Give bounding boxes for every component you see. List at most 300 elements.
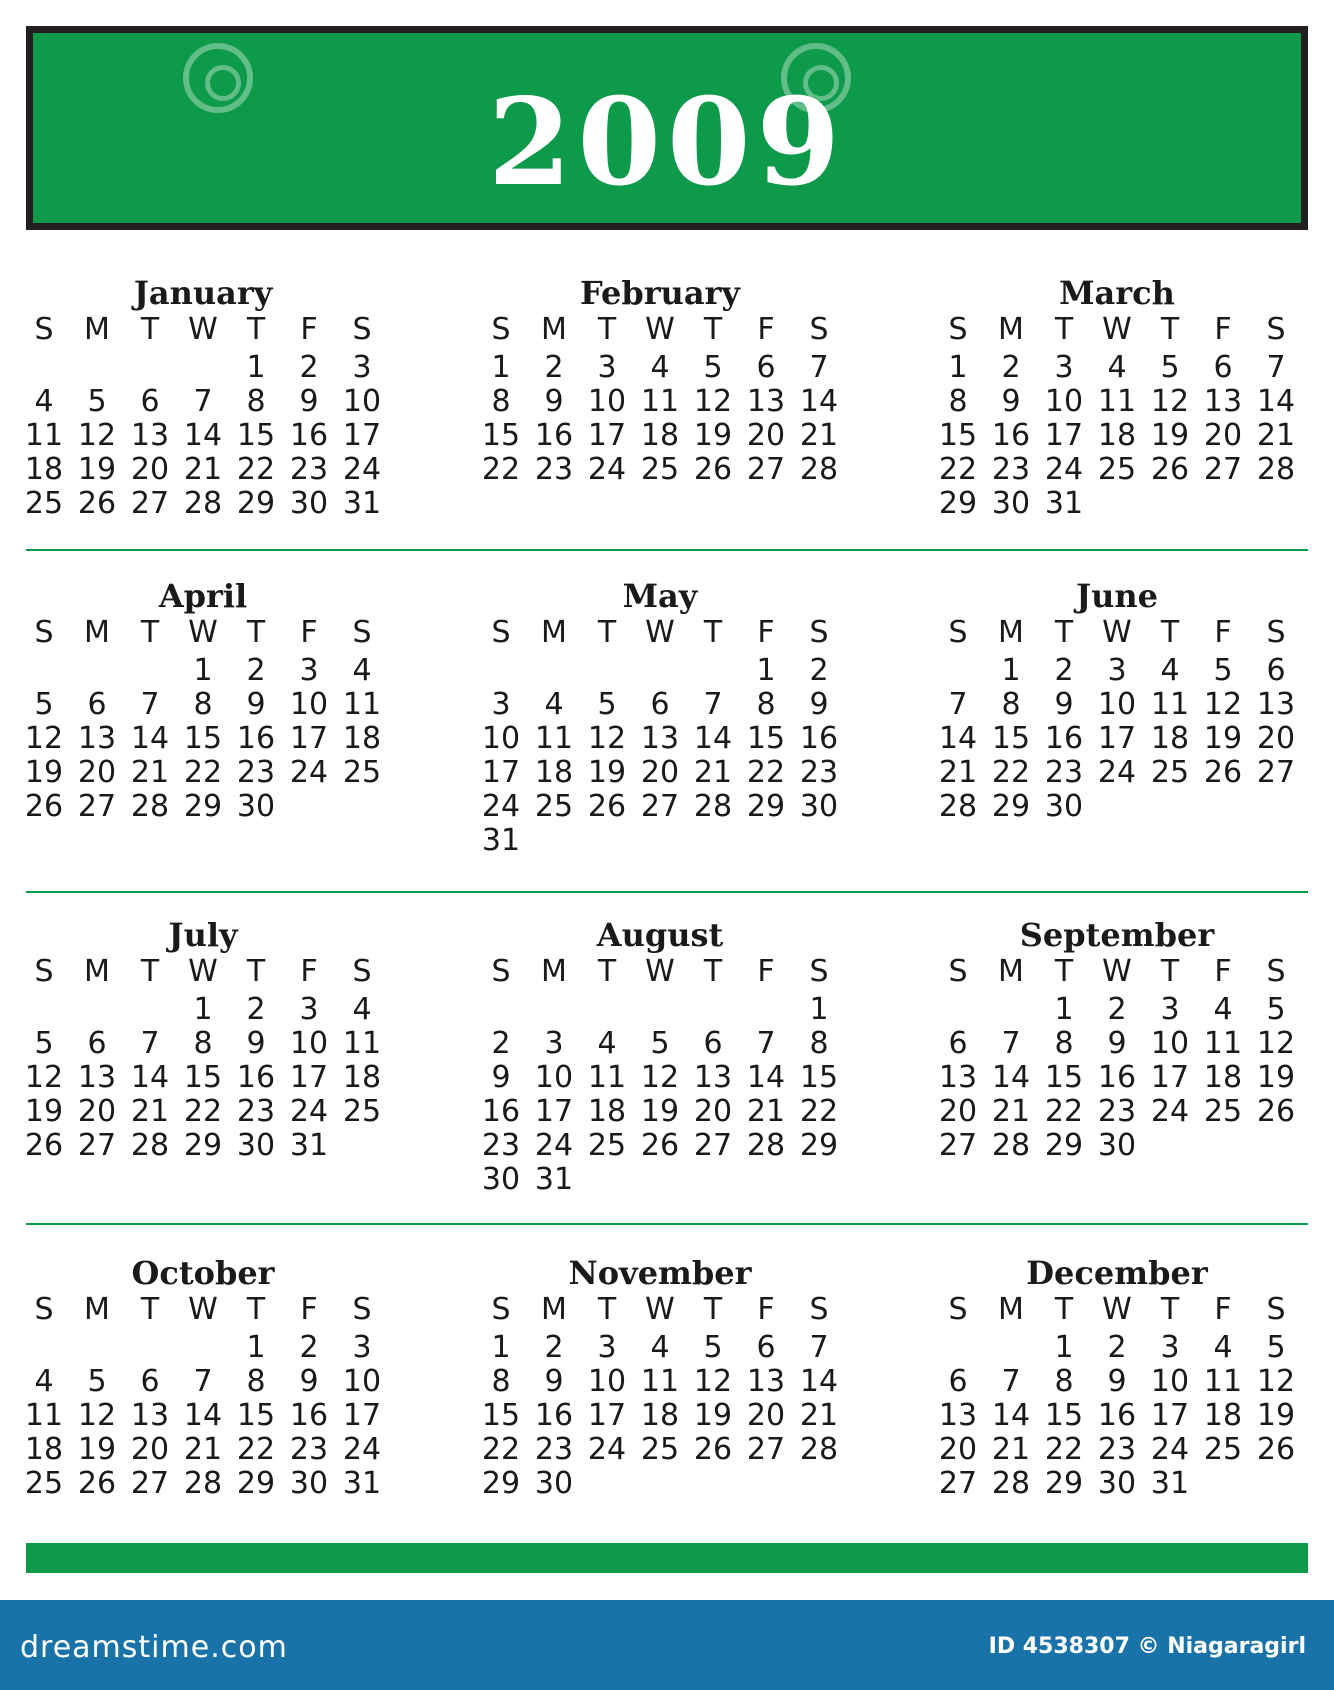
day-cell: 21 (1256, 418, 1296, 453)
day-cell: 25 (1203, 1094, 1243, 1129)
day-cell: 27 (1256, 755, 1296, 790)
day-cell: 22 (183, 1094, 223, 1129)
month-title: September (1019, 916, 1215, 954)
day-cell: 31 (534, 1162, 574, 1197)
day-cell: 9 (1001, 384, 1021, 419)
weekday-label: F (1214, 954, 1232, 989)
day-cell: 26 (640, 1128, 680, 1163)
day-cell: 26 (693, 452, 733, 487)
day-cell: 30 (236, 1128, 276, 1163)
day-cell: 5 (703, 1330, 723, 1365)
day-cell: 5 (1266, 992, 1286, 1027)
weekday-label: S (352, 615, 372, 650)
day-cell: 2 (491, 1026, 511, 1061)
weekday-label: M (541, 1292, 567, 1327)
day-cell: 6 (140, 384, 160, 419)
day-cell: 15 (236, 418, 276, 453)
day-cell: 19 (587, 755, 627, 790)
day-cell: 20 (77, 1094, 117, 1129)
day-cell: 2 (1107, 992, 1127, 1027)
weekday-label: T (246, 615, 266, 650)
day-cell: 6 (703, 1026, 723, 1061)
day-cell: 11 (1150, 687, 1190, 722)
day-cell: 1 (1054, 992, 1074, 1027)
day-cell: 1 (193, 653, 213, 688)
day-cell: 15 (1044, 1398, 1084, 1433)
day-cell: 4 (544, 687, 564, 722)
day-cell: 31 (1150, 1466, 1190, 1501)
day-cell: 4 (1213, 992, 1233, 1027)
day-cell: 7 (809, 350, 829, 385)
weekday-label: T (703, 615, 723, 650)
weekday-label: M (998, 954, 1024, 989)
day-cell: 8 (809, 1026, 829, 1061)
weekday-label: T (246, 312, 266, 347)
day-cell: 28 (991, 1466, 1031, 1501)
day-cell: 5 (87, 1364, 107, 1399)
day-cell: 15 (481, 1398, 521, 1433)
day-cell: 7 (1001, 1026, 1021, 1061)
day-cell: 19 (1150, 418, 1190, 453)
day-cell: 19 (1256, 1060, 1296, 1095)
weekday-label: W (188, 954, 218, 989)
weekday-label: F (300, 1292, 318, 1327)
day-cell: 18 (1203, 1398, 1243, 1433)
day-cell: 10 (1044, 384, 1084, 419)
day-cell: 16 (236, 721, 276, 756)
day-cell: 22 (938, 452, 978, 487)
day-cell: 11 (640, 1364, 680, 1399)
day-cell: 11 (534, 721, 574, 756)
day-cell: 27 (77, 789, 117, 824)
day-cell: 6 (1213, 350, 1233, 385)
day-cell: 29 (938, 486, 978, 521)
day-cell: 7 (1001, 1364, 1021, 1399)
day-cell: 2 (1107, 1330, 1127, 1365)
day-cell: 18 (640, 418, 680, 453)
year-banner (26, 26, 1308, 230)
day-cell: 16 (534, 1398, 574, 1433)
weekday-label: S (1266, 312, 1286, 347)
day-cell: 8 (1054, 1026, 1074, 1061)
weekday-label: M (998, 615, 1024, 650)
day-cell: 13 (746, 384, 786, 419)
day-cell: 24 (342, 452, 382, 487)
weekday-label: T (1054, 615, 1074, 650)
day-cell: 30 (481, 1162, 521, 1197)
day-cell: 27 (938, 1128, 978, 1163)
day-cell: 19 (693, 1398, 733, 1433)
day-cell: 10 (534, 1060, 574, 1095)
day-cell: 5 (34, 1026, 54, 1061)
month-title: May (622, 577, 698, 615)
weekday-label: W (1102, 312, 1132, 347)
weekday-label: T (703, 954, 723, 989)
day-cell: 4 (1107, 350, 1127, 385)
weekday-label: F (1214, 615, 1232, 650)
day-cell: 3 (299, 653, 319, 688)
month-title: July (168, 916, 238, 954)
month-title: December (1026, 1254, 1208, 1292)
day-cell: 17 (342, 1398, 382, 1433)
weekday-label: F (1214, 1292, 1232, 1327)
day-cell: 1 (756, 653, 776, 688)
day-cell: 15 (481, 418, 521, 453)
day-cell: 16 (236, 1060, 276, 1095)
day-cell: 15 (183, 721, 223, 756)
day-cell: 3 (1054, 350, 1074, 385)
day-cell: 9 (544, 1364, 564, 1399)
day-cell: 9 (299, 1364, 319, 1399)
weekday-label: M (84, 1292, 110, 1327)
day-cell: 4 (352, 992, 372, 1027)
day-cell: 8 (193, 1026, 213, 1061)
day-cell: 9 (1107, 1364, 1127, 1399)
day-cell: 2 (246, 992, 266, 1027)
day-cell: 17 (1097, 721, 1137, 756)
month-title: August (596, 916, 724, 954)
day-cell: 6 (948, 1026, 968, 1061)
day-cell: 15 (991, 721, 1031, 756)
weekday-label: F (757, 615, 775, 650)
weekday-label: S (352, 1292, 372, 1327)
year-title: 2009 (488, 72, 846, 213)
day-cell: 5 (87, 384, 107, 419)
day-cell: 22 (1044, 1094, 1084, 1129)
day-cell: 29 (183, 789, 223, 824)
day-cell: 25 (1203, 1432, 1243, 1467)
day-cell: 16 (481, 1094, 521, 1129)
day-cell: 21 (130, 755, 170, 790)
weekday-label: F (300, 954, 318, 989)
weekday-label: S (1266, 615, 1286, 650)
day-cell: 3 (352, 350, 372, 385)
day-cell: 3 (1107, 653, 1127, 688)
day-cell: 24 (289, 1094, 329, 1129)
day-cell: 21 (183, 452, 223, 487)
month-title: October (131, 1254, 275, 1292)
day-cell: 25 (1150, 755, 1190, 790)
day-cell: 13 (938, 1398, 978, 1433)
day-cell: 25 (640, 452, 680, 487)
day-cell: 7 (193, 384, 213, 419)
day-cell: 13 (1203, 384, 1243, 419)
day-cell: 26 (1256, 1094, 1296, 1129)
day-cell: 7 (140, 687, 160, 722)
day-cell: 22 (481, 1432, 521, 1467)
day-cell: 29 (991, 789, 1031, 824)
weekday-label: T (597, 615, 617, 650)
day-cell: 13 (77, 721, 117, 756)
weekday-label: S (809, 312, 829, 347)
day-cell: 23 (236, 1094, 276, 1129)
weekday-label: W (645, 954, 675, 989)
day-cell: 18 (24, 452, 64, 487)
month-title: November (568, 1254, 752, 1292)
day-cell: 9 (246, 1026, 266, 1061)
day-cell: 9 (246, 687, 266, 722)
day-cell: 4 (34, 1364, 54, 1399)
weekday-label: F (1214, 312, 1232, 347)
day-cell: 11 (587, 1060, 627, 1095)
day-cell: 23 (289, 452, 329, 487)
day-cell: 12 (587, 721, 627, 756)
day-cell: 24 (342, 1432, 382, 1467)
weekday-label: S (491, 954, 511, 989)
day-cell: 5 (34, 687, 54, 722)
day-cell: 27 (746, 1432, 786, 1467)
day-cell: 5 (703, 350, 723, 385)
weekday-label: S (34, 954, 54, 989)
day-cell: 9 (1107, 1026, 1127, 1061)
day-cell: 20 (746, 1398, 786, 1433)
day-cell: 30 (1097, 1466, 1137, 1501)
day-cell: 3 (1160, 992, 1180, 1027)
day-cell: 23 (991, 452, 1031, 487)
day-cell: 14 (693, 721, 733, 756)
day-cell: 2 (1054, 653, 1074, 688)
day-cell: 15 (799, 1060, 839, 1095)
day-cell: 8 (756, 687, 776, 722)
day-cell: 17 (342, 418, 382, 453)
day-cell: 23 (1097, 1432, 1137, 1467)
day-cell: 17 (1150, 1398, 1190, 1433)
weekday-label: M (84, 615, 110, 650)
weekday-label: W (1102, 954, 1132, 989)
day-cell: 20 (130, 452, 170, 487)
month-october (18, 1253, 418, 1535)
day-cell: 31 (342, 1466, 382, 1501)
day-cell: 19 (24, 755, 64, 790)
day-cell: 6 (140, 1364, 160, 1399)
day-cell: 25 (1097, 452, 1137, 487)
day-cell: 14 (991, 1398, 1031, 1433)
day-cell: 17 (1150, 1060, 1190, 1095)
day-cell: 27 (1203, 452, 1243, 487)
footer-bar (0, 1600, 1334, 1690)
day-cell: 8 (193, 687, 213, 722)
weekday-label: S (491, 615, 511, 650)
day-cell: 22 (236, 1432, 276, 1467)
day-cell: 31 (289, 1128, 329, 1163)
day-cell: 24 (481, 789, 521, 824)
day-cell: 2 (246, 653, 266, 688)
day-cell: 1 (246, 1330, 266, 1365)
day-cell: 25 (342, 755, 382, 790)
weekday-label: W (188, 312, 218, 347)
day-cell: 8 (246, 1364, 266, 1399)
day-cell: 8 (1054, 1364, 1074, 1399)
day-cell: 18 (342, 721, 382, 756)
day-cell: 28 (130, 789, 170, 824)
day-cell: 24 (1150, 1094, 1190, 1129)
month-title: June (1075, 577, 1159, 615)
day-cell: 1 (193, 992, 213, 1027)
day-cell: 4 (352, 653, 372, 688)
day-cell: 27 (77, 1128, 117, 1163)
weekday-label: S (34, 1292, 54, 1327)
month-february (475, 273, 875, 555)
weekday-label: W (1102, 615, 1132, 650)
day-cell: 19 (1203, 721, 1243, 756)
day-cell: 4 (597, 1026, 617, 1061)
day-cell: 28 (799, 452, 839, 487)
day-cell: 6 (650, 687, 670, 722)
day-cell: 17 (587, 1398, 627, 1433)
day-cell: 24 (1044, 452, 1084, 487)
day-cell: 11 (640, 384, 680, 419)
day-cell: 17 (481, 755, 521, 790)
day-cell: 16 (991, 418, 1031, 453)
day-cell: 12 (693, 384, 733, 419)
day-cell: 18 (1150, 721, 1190, 756)
day-cell: 9 (809, 687, 829, 722)
day-cell: 8 (246, 384, 266, 419)
weekday-label: F (757, 954, 775, 989)
day-cell: 3 (299, 992, 319, 1027)
weekday-label: F (757, 312, 775, 347)
day-cell: 9 (299, 384, 319, 419)
day-cell: 6 (948, 1364, 968, 1399)
day-cell: 16 (1097, 1398, 1137, 1433)
day-cell: 15 (236, 1398, 276, 1433)
day-cell: 2 (544, 350, 564, 385)
day-cell: 6 (756, 1330, 776, 1365)
day-cell: 8 (491, 384, 511, 419)
day-cell: 8 (1001, 687, 1021, 722)
day-cell: 26 (77, 486, 117, 521)
day-cell: 17 (289, 721, 329, 756)
day-cell: 26 (1203, 755, 1243, 790)
weekday-label: T (246, 954, 266, 989)
day-cell: 4 (1213, 1330, 1233, 1365)
day-cell: 9 (1054, 687, 1074, 722)
day-cell: 16 (534, 418, 574, 453)
day-cell: 21 (799, 418, 839, 453)
weekday-label: M (541, 615, 567, 650)
day-cell: 22 (746, 755, 786, 790)
day-cell: 26 (587, 789, 627, 824)
day-cell: 25 (587, 1128, 627, 1163)
day-cell: 28 (130, 1128, 170, 1163)
day-cell: 20 (1256, 721, 1296, 756)
month-title: March (1059, 274, 1175, 312)
day-cell: 29 (799, 1128, 839, 1163)
weekday-label: T (1160, 615, 1180, 650)
weekday-label: W (645, 1292, 675, 1327)
day-cell: 25 (342, 1094, 382, 1129)
day-cell: 3 (544, 1026, 564, 1061)
month-title: April (158, 577, 248, 615)
weekday-label: S (948, 1292, 968, 1327)
day-cell: 3 (352, 1330, 372, 1365)
day-cell: 23 (534, 1432, 574, 1467)
day-cell: 10 (342, 384, 382, 419)
day-cell: 31 (1044, 486, 1084, 521)
weekday-label: M (541, 312, 567, 347)
day-cell: 22 (236, 452, 276, 487)
day-cell: 12 (1256, 1364, 1296, 1399)
day-cell: 10 (1097, 687, 1137, 722)
day-cell: 6 (756, 350, 776, 385)
day-cell: 23 (534, 452, 574, 487)
month-september (932, 915, 1332, 1197)
weekday-label: T (597, 1292, 617, 1327)
day-cell: 19 (693, 418, 733, 453)
day-cell: 19 (24, 1094, 64, 1129)
day-cell: 21 (991, 1094, 1031, 1129)
day-cell: 12 (77, 418, 117, 453)
day-cell: 12 (1203, 687, 1243, 722)
weekday-label: T (140, 312, 160, 347)
day-cell: 24 (534, 1128, 574, 1163)
day-cell: 11 (342, 687, 382, 722)
day-cell: 28 (991, 1128, 1031, 1163)
day-cell: 21 (746, 1094, 786, 1129)
day-cell: 12 (693, 1364, 733, 1399)
day-cell: 27 (746, 452, 786, 487)
day-cell: 7 (193, 1364, 213, 1399)
weekday-label: M (541, 954, 567, 989)
day-cell: 16 (289, 418, 329, 453)
month-june (932, 576, 1332, 858)
day-cell: 18 (1097, 418, 1137, 453)
day-cell: 23 (481, 1128, 521, 1163)
day-cell: 4 (650, 1330, 670, 1365)
day-cell: 5 (1266, 1330, 1286, 1365)
day-cell: 13 (746, 1364, 786, 1399)
day-cell: 18 (640, 1398, 680, 1433)
day-cell: 5 (597, 687, 617, 722)
day-cell: 30 (991, 486, 1031, 521)
day-cell: 2 (544, 1330, 564, 1365)
day-cell: 22 (1044, 1432, 1084, 1467)
day-cell: 16 (289, 1398, 329, 1433)
day-cell: 8 (491, 1364, 511, 1399)
day-cell: 30 (236, 789, 276, 824)
day-cell: 26 (693, 1432, 733, 1467)
day-cell: 24 (1150, 1432, 1190, 1467)
day-cell: 27 (130, 1466, 170, 1501)
day-cell: 30 (1044, 789, 1084, 824)
day-cell: 27 (130, 486, 170, 521)
day-cell: 28 (183, 1466, 223, 1501)
month-december (932, 1253, 1332, 1535)
day-cell: 13 (938, 1060, 978, 1095)
weekday-label: T (703, 1292, 723, 1327)
weekday-label: S (948, 615, 968, 650)
day-cell: 10 (481, 721, 521, 756)
day-cell: 14 (130, 721, 170, 756)
day-cell: 25 (640, 1432, 680, 1467)
day-cell: 21 (693, 755, 733, 790)
day-cell: 12 (77, 1398, 117, 1433)
day-cell: 22 (183, 755, 223, 790)
day-cell: 6 (87, 1026, 107, 1061)
day-cell: 11 (24, 418, 64, 453)
day-cell: 10 (289, 1026, 329, 1061)
day-cell: 18 (587, 1094, 627, 1129)
day-cell: 26 (24, 1128, 64, 1163)
day-cell: 1 (1001, 653, 1021, 688)
month-january (18, 273, 418, 555)
day-cell: 19 (77, 1432, 117, 1467)
weekday-label: W (188, 615, 218, 650)
day-cell: 3 (491, 687, 511, 722)
day-cell: 30 (1097, 1128, 1137, 1163)
day-cell: 20 (938, 1094, 978, 1129)
day-cell: 13 (130, 418, 170, 453)
